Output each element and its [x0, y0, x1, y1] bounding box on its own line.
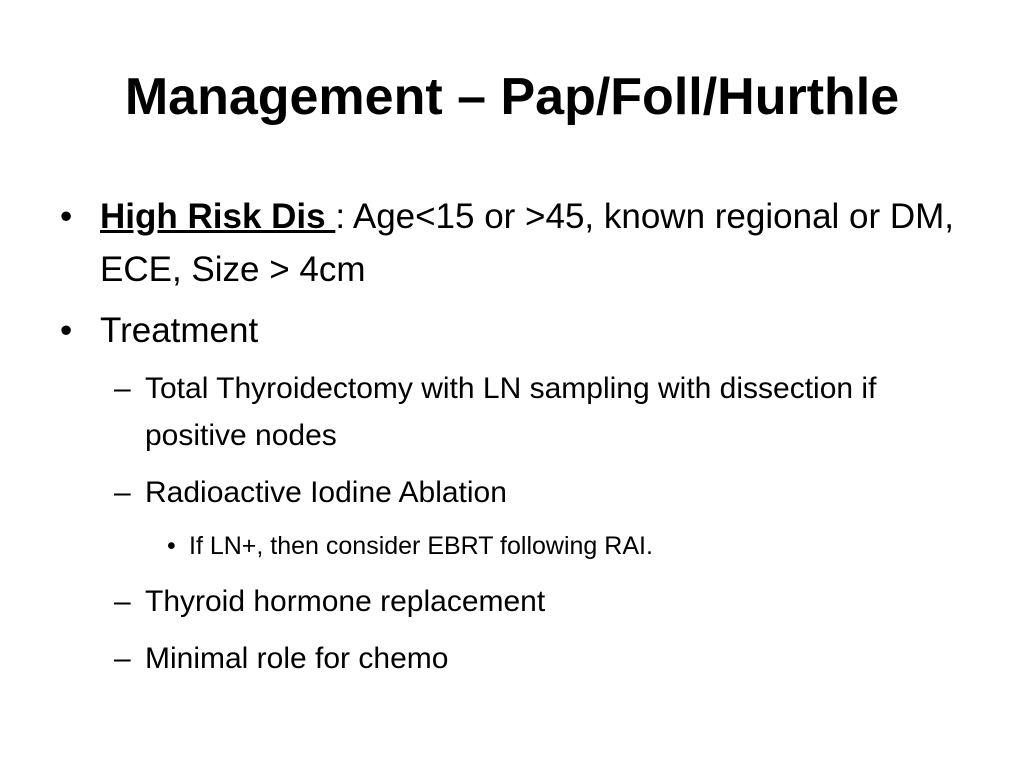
sub-bullet-thyroidectomy	[60, 365, 960, 459]
sub-bullet-chemo	[60, 635, 960, 682]
dash-marker: –	[114, 476, 131, 509]
dash-marker: –	[114, 642, 131, 675]
dash-marker: –	[114, 585, 131, 618]
thyroidectomy-text: Total Thyroidectomy with LN sampling with dissection if positive nodes	[145, 372, 877, 452]
slide-title: Management – Pap/Foll/Hurthle	[124, 68, 900, 126]
rai-text: Radioactive Iodine Ablation	[145, 476, 507, 509]
dash-marker: –	[114, 372, 131, 405]
chemo-text: Minimal role for chemo	[145, 642, 449, 675]
high-risk-text: : Age<15 or >45, known regional or DM, ECE, Size > 4cm	[100, 197, 955, 289]
sub-bullet-hormone	[60, 578, 960, 625]
hormone-text: Thyroid hormone replacement	[145, 585, 546, 618]
bullet-marker: •	[60, 311, 73, 350]
bullet-high-risk	[60, 190, 960, 296]
sub-sub-bullet-ebrt	[60, 526, 960, 566]
sub-bullet-rai	[60, 469, 960, 516]
slide-body	[60, 190, 960, 692]
bullet-marker: •	[167, 532, 176, 560]
bullet-treatment	[60, 304, 960, 357]
ebrt-text: If LN+, then consider EBRT following RAI.	[189, 532, 653, 560]
treatment-label: Treatment	[100, 311, 259, 350]
high-risk-label: High Risk Dis	[100, 197, 336, 236]
bullet-marker: •	[60, 197, 73, 236]
